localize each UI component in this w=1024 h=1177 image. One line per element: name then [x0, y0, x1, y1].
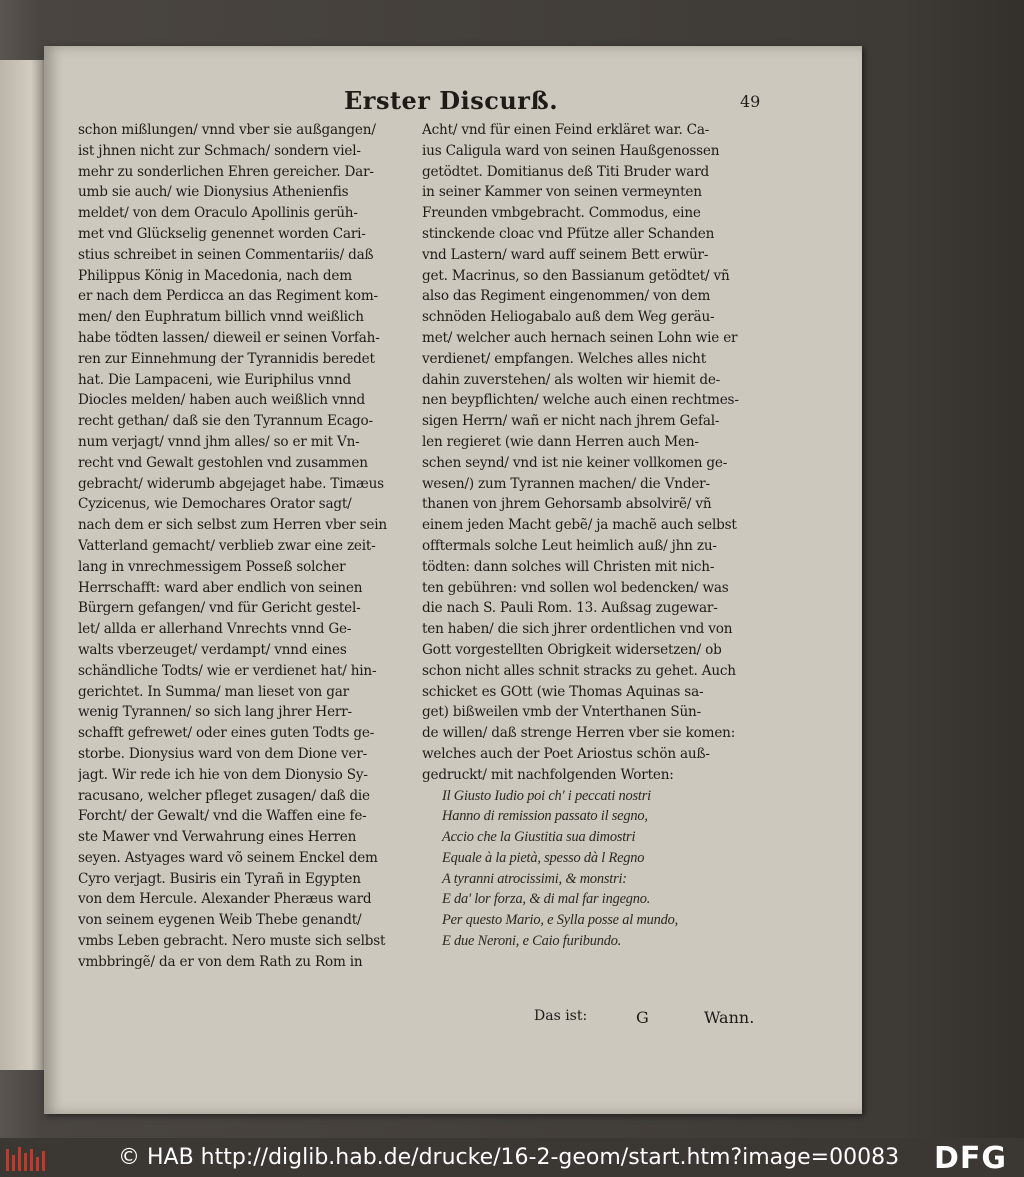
text-line: ius Caligula ward von seinen Haußgenossen: [422, 142, 720, 159]
text-line: men/ den Euphratum billich vnnd weißlich: [78, 309, 364, 326]
text-line: wesen/) zum Tyrannen machen/ die Vnder-: [422, 475, 710, 492]
dfg-logo: DFG: [934, 1141, 1008, 1176]
text-line: Philippus König in Macedonia, nach dem: [78, 267, 352, 284]
text-line: gebracht/ widerumb abgejaget habe. Timæus: [78, 475, 384, 492]
text-line: stinckende cloac vnd Pfütze aller Schanden: [422, 225, 715, 242]
text-line: einem jeden Macht gebẽ/ ja machẽ auch selbst: [422, 517, 737, 534]
text-line: len regieret (wie dann Herren auch Men-: [422, 433, 699, 450]
text-line: gerichtet. In Summa/ man lieset von gar: [78, 683, 349, 700]
text-line: schen seynd/ vnd ist nie keiner vollkomen ge-: [422, 454, 728, 471]
text-line: Vatterland gemacht/ verblieb zwar eine zeit-: [78, 537, 376, 554]
text-line: offtermals solche Leut heimlich auß/ jhn zu-: [422, 537, 717, 554]
text-line: er nach dem Perdicca an das Regiment kom-: [78, 288, 378, 305]
poem-line: E due Neroni, e Caio furibundo.: [442, 933, 622, 950]
text-line: ren zur Einnehmung der Tyrannidis beredet: [78, 350, 375, 367]
page-footer-line: [534, 1008, 764, 1032]
poem-line: Hanno di remission passato il segno,: [442, 808, 648, 825]
text-line: Herrschafft: ward aber endlich von seinen: [78, 579, 363, 596]
text-line: habe tödten lassen/ dieweil er seinen Vorfah-: [78, 329, 380, 346]
text-line: schändliche Todts/ wie er verdienet hat/ hin-: [78, 662, 377, 679]
text-line: von seinem eygenen Weib Thebe genandt/: [78, 912, 362, 929]
text-line: nen beypflichten/ welche auch einen rechtmes-: [422, 392, 739, 409]
text-line: verdienet/ empfangen. Welches alles nicht: [422, 350, 706, 367]
text-line: sigen Herrn/ wañ er nicht nach jhrem Gefal-: [422, 413, 720, 430]
text-line: schon mißlungen/ vnnd vber sie außgangen/: [78, 122, 376, 138]
text-line: racusano, welcher pfleget zusagen/ daß die: [78, 787, 370, 804]
text-line: num verjagt/ vnnd jhm alles/ so er mit Vn-: [78, 433, 360, 450]
text-line: Acht/ vnd für einen Feind erkläret war. Ca-: [422, 122, 710, 138]
text-line: gedruckt/ mit nachfolgenden Worten:: [422, 766, 674, 783]
text-line: met/ welcher auch hernach seinen Lohn wie er: [422, 329, 738, 346]
text-line: Freunden vmbgebracht. Commodus, eine: [422, 205, 701, 222]
text-line: schnöden Heliogabalo auß dem Weg geräu-: [422, 309, 715, 326]
catchword: Wann.: [704, 1008, 755, 1027]
text-line: de willen/ daß strenge Herren vber sie komen:: [422, 725, 736, 742]
text-line: vmbs Leben gebracht. Nero muste sich selbst: [78, 933, 386, 950]
text-line: walts vberzeuget/ verdampt/ vnnd eines: [78, 641, 347, 658]
text-line: ste Mawer vnd Verwahrung eines Herren: [78, 829, 357, 846]
text-line: ten haben/ die sich jhrer ordentlichen vnd von: [422, 621, 733, 638]
poem-line: Per questo Mario, e Sylla posse al mundo,: [442, 912, 679, 929]
text-line: Forcht/ der Gewalt/ vnd die Waffen eine fe-: [78, 808, 367, 825]
text-line: wenig Tyrannen/ so sich lang jhrer Herr-: [78, 704, 352, 721]
page-number: 49: [740, 92, 761, 111]
previous-page-edge: [0, 60, 44, 1070]
poem-line: Equale à la pietà, spesso dà l Regno: [442, 849, 645, 866]
text-line: mehr zu sonderlichen Ehren gereicher. Dar-: [78, 163, 374, 180]
running-head: Erster Discurß.: [344, 86, 559, 115]
text-line: ist jhnen nicht zur Schmach/ sondern viel-: [78, 142, 361, 159]
das-ist-line: Das ist:: [534, 1008, 588, 1024]
text-line: recht gethan/ daß sie den Tyrannum Ecago-: [78, 413, 373, 430]
text-line: lang in vnrechmessigem Posseß solcher: [78, 558, 346, 575]
text-line: jagt. Wir rede ich hie von dem Dionysio Sy-: [78, 766, 368, 783]
signature-mark: G: [636, 1008, 649, 1027]
text-line: welches auch der Poet Ariostus schön auß-: [422, 745, 710, 762]
text-line: Cyro verjagt. Busiris ein Tyrañ in Egypten: [78, 870, 361, 887]
right-text-column: [422, 120, 758, 952]
text-line: meldet/ von dem Oraculo Apollinis gerüh-: [78, 205, 358, 222]
text-line: get. Macrinus, so den Bassianum getödtet/ vñ: [422, 267, 730, 284]
text-line: Diocles melden/ haben auch weißlich vnnd: [78, 392, 366, 409]
footer-copyright-link[interactable]: © HAB http://diglib.hab.de/drucke/16-2-geom/start.htm?image=00083: [118, 1145, 900, 1170]
text-line: thanen von jhrem Gehorsamb absolvirẽ/ vñ: [422, 496, 712, 513]
poem-line: Accio che la Giustitia sua dimostri: [442, 829, 636, 846]
text-line: also das Regiment eingenommen/ von dem: [422, 288, 711, 305]
text-line: storbe. Dionysius ward von dem Dione ver-: [78, 745, 368, 762]
text-line: tödten: dann solches will Christen mit nich-: [422, 558, 715, 575]
text-line: getödtet. Domitianus deß Titi Bruder ward: [422, 163, 709, 180]
text-line: in seiner Kammer von seinen vermeynten: [422, 184, 702, 201]
text-line: Bürgern gefangen/ vnd für Gericht gestel-: [78, 600, 361, 617]
text-line: Gott vorgestellten Obrigkeit widersetzen/ ob: [422, 641, 722, 658]
poem-line: Il Giusto Iudio poi ch' i peccati nostri: [442, 787, 651, 804]
text-line: vmbbringẽ/ da er von dem Rath zu Rom in: [78, 953, 363, 970]
text-line: die nach S. Pauli Rom. 13. Außsag zugewar-: [422, 600, 718, 617]
text-line: met vnd Glückselig genennet worden Cari-: [78, 225, 366, 242]
text-line: dahin zuverstehen/ als wolten wir hiemit de-: [422, 371, 721, 388]
text-line: ten gebühren: vnd sollen wol bedencken/ was: [422, 579, 729, 596]
left-text-column: [78, 120, 410, 973]
text-line: let/ allda er allerhand Vnrechts vnnd Ge-: [78, 621, 352, 638]
text-line: von dem Hercule. Alexander Pheræus ward: [78, 891, 372, 908]
text-line: nach dem er sich selbst zum Herren vber sein: [78, 517, 387, 534]
hab-logo-icon: [6, 1145, 46, 1171]
text-line: seyen. Astyages ward võ seinem Enckel dem: [78, 849, 378, 866]
text-line: hat. Die Lampaceni, wie Euriphilus vnnd: [78, 371, 351, 388]
text-line: umb sie auch/ wie Dionysius Athenienfis: [78, 184, 349, 201]
text-line: recht vnd Gewalt gestohlen vnd zusammen: [78, 454, 368, 471]
text-line: vnd Lastern/ ward auff seinem Bett erwür-: [422, 246, 709, 263]
book-page: [44, 46, 862, 1114]
poem-line: E da' lor forza, & di mal far ingegno.: [442, 891, 651, 908]
text-line: Cyzicenus, wie Demochares Orator sagt/: [78, 496, 352, 513]
text-line: schon nicht alles schnit stracks zu gehet. Auch: [422, 662, 736, 679]
text-line: schafft gefrewet/ oder eines guten Todts ge-: [78, 725, 375, 742]
text-line: get) bißweilen vmb der Vnterthanen Sün-: [422, 704, 702, 721]
text-line: stius schreibet in seinen Commentariis/ daß: [78, 246, 374, 263]
poem-line: A tyranni atrocissimi, & monstri:: [442, 870, 627, 887]
text-line: schicket es GOtt (wie Thomas Aquinas sa-: [422, 683, 704, 700]
